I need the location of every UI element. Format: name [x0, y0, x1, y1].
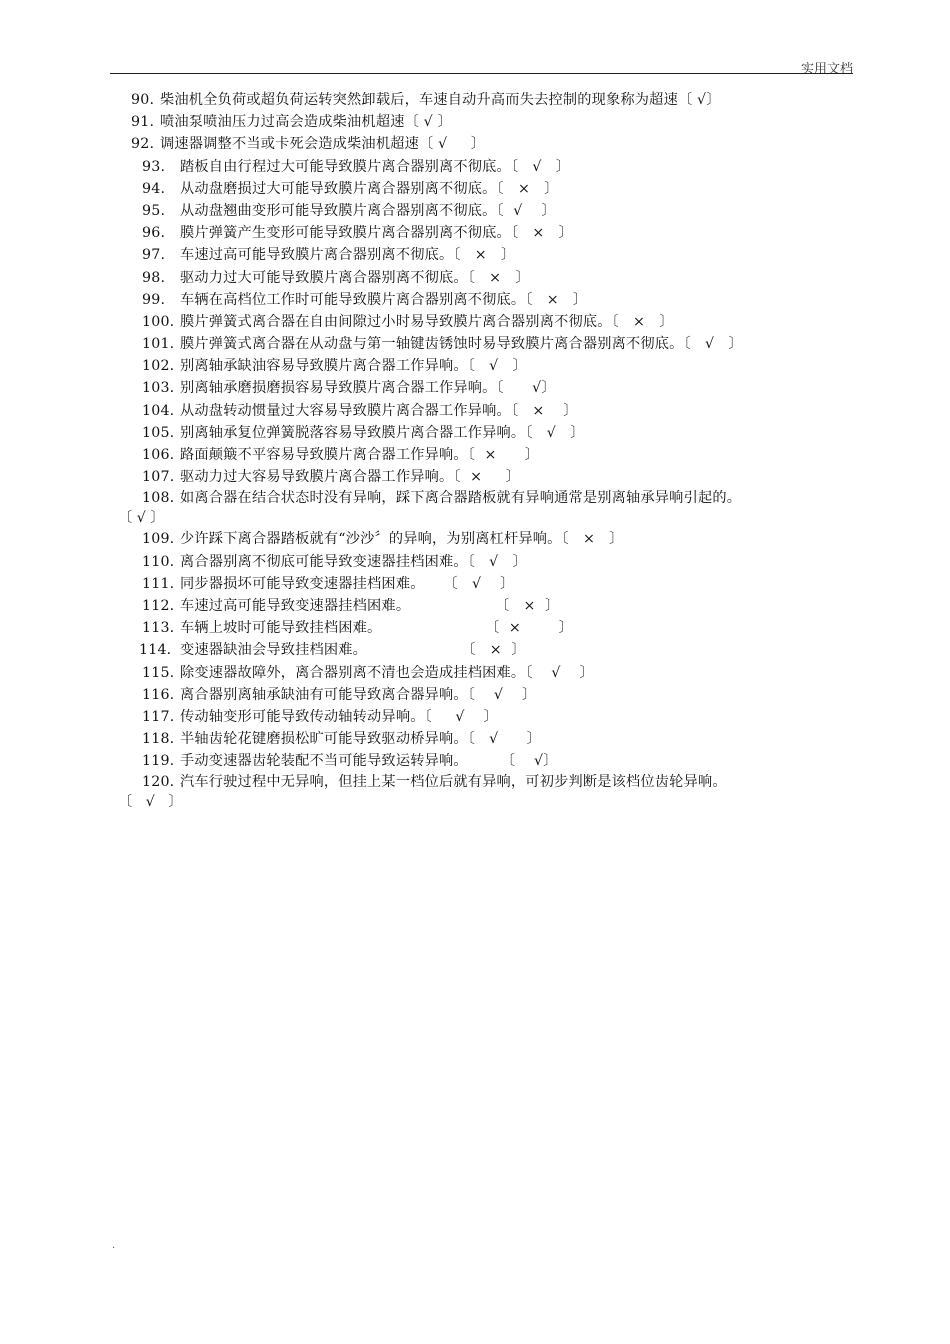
- question-item: [118, 178, 838, 200]
- question-item: [118, 488, 838, 508]
- question-text: 从动盘磨损过大可能导致膜片离合器别离不彻底。〔 × 〕: [180, 180, 559, 197]
- question-number: 110.: [142, 553, 175, 570]
- question-number: 103.: [142, 380, 175, 397]
- question-item: [118, 422, 838, 444]
- question-item: [118, 617, 838, 639]
- question-number: 101.: [142, 336, 175, 353]
- question-text: 别离轴承复位弹簧脱落容易导致膜片离合器工作异响。〔 √ 〕: [180, 424, 585, 441]
- question-text: 路面颠簸不平容易导致膜片离合器工作异响。〔 × 〕: [180, 447, 540, 463]
- question-item: [118, 133, 838, 155]
- question-text: 半轴齿轮花键磨损松旷可能导致驱动桥异响。〔 √ 〕: [180, 731, 542, 748]
- question-number: 107.: [142, 469, 175, 486]
- question-text: 别离轴承磨损磨损容易导致膜片离合器工作异响。〔 √〕: [180, 380, 556, 397]
- question-text: 膜片弹簧产生变形可能导致膜片离合器别离不彻底。〔 × 〕: [180, 225, 573, 242]
- question-item: [118, 528, 838, 550]
- question-item: [118, 706, 838, 728]
- question-text: 从动盘转动惯量过大容易导致膜片离合器工作异响。〔 × 〕: [180, 402, 578, 419]
- question-number: 94.: [142, 180, 166, 197]
- answer-continuation: 〔 √ 〕: [118, 510, 165, 527]
- question-item: [118, 333, 838, 355]
- question-number: 114.: [139, 642, 172, 659]
- question-text: 驱动力过大可能导致膜片离合器别离不彻底。〔 × 〕: [180, 269, 530, 286]
- question-text: 别离轴承缺油容易导致膜片离合器工作异响。〔 √ 〕: [180, 358, 527, 375]
- question-item: [118, 595, 838, 617]
- header-label: 实用文档: [800, 62, 853, 77]
- answer-continuation: 〔 √ 〕: [118, 794, 183, 811]
- question-item: [118, 111, 838, 133]
- question-number: 111.: [142, 575, 175, 592]
- question-text: 汽车行驶过程中无异响，但挂上某一档位后就有异响，可初步判断是该档位齿轮异响。: [180, 774, 727, 791]
- question-text: 膜片弹簧式离合器在自由间隙过小时易导致膜片离合器别离不彻底。〔 × 〕: [180, 313, 674, 330]
- question-number: 102.: [142, 358, 175, 375]
- question-number: 119.: [142, 753, 175, 770]
- question-item: [118, 639, 838, 661]
- question-item: [118, 377, 838, 399]
- question-number: 108.: [142, 490, 175, 507]
- question-text: 少许踩下离合器踏板就有“沙沙〞的异响，为别离杠杆异响。〔 × 〕: [180, 531, 624, 548]
- question-text: 车速过高可能导致膜片离合器别离不彻底。〔 × 〕: [180, 247, 516, 264]
- footer-mark: .: [112, 1240, 116, 1251]
- question-number: 100.: [142, 313, 175, 330]
- question-number: 118.: [142, 731, 175, 748]
- question-number: 113.: [142, 620, 175, 637]
- question-item: [118, 289, 838, 311]
- question-number: 106.: [142, 447, 175, 463]
- question-item: [118, 355, 838, 377]
- question-number: 105.: [142, 424, 175, 441]
- question-item: [118, 444, 838, 466]
- question-text: 从动盘翘曲变形可能导致膜片离合器别离不彻底。〔 √ 〕: [180, 202, 556, 219]
- question-text: 车辆上坡时可能导致挂档困难。 〔 × 〕: [180, 620, 574, 637]
- question-number: 109.: [142, 531, 175, 548]
- header-rule: [110, 73, 853, 74]
- question-item: [118, 551, 838, 573]
- question-text: 手动变速器齿轮装配不当可能导致运转异响。 〔 √〕: [180, 753, 558, 770]
- question-item: [118, 684, 838, 706]
- question-text: 离合器别离轴承缺油有可能导致离合器异响。〔 √ 〕: [180, 686, 537, 703]
- question-item: [118, 728, 838, 750]
- question-number: 112.: [142, 597, 175, 614]
- question-number: 98.: [142, 269, 166, 286]
- question-text: 变速器缺油会导致挂档困难。 〔 × 〕: [180, 642, 526, 659]
- question-number: 92.: [131, 136, 155, 153]
- question-text: 踏板自由行程过大可能导致膜片离合器别离不彻底。〔 √ 〕: [180, 158, 571, 175]
- question-item: [118, 466, 838, 488]
- question-number: 90.: [131, 92, 155, 108]
- question-number: 117.: [142, 708, 175, 725]
- question-text: 调速器调整不当或卡死会造成柴油机超速〔 √ 〕: [160, 136, 486, 153]
- question-list: [118, 89, 838, 812]
- question-number: 116.: [142, 686, 175, 703]
- question-item: [118, 400, 838, 422]
- question-item: [118, 200, 838, 222]
- question-number: 99.: [142, 291, 166, 308]
- question-item: [118, 244, 838, 266]
- question-text: 传动轴变形可能导致传动轴转动异响。〔 √ 〕: [180, 708, 498, 725]
- question-number: 91.: [131, 114, 155, 131]
- question-number: 93.: [142, 158, 166, 175]
- question-text: 驱动力过大容易导致膜片离合器工作异响。〔 × 〕: [180, 469, 521, 486]
- question-item: [118, 750, 838, 772]
- question-text: 离合器别离不彻底可能导致变速器挂档困难。〔 √ 〕: [180, 553, 527, 570]
- question-item: [118, 573, 838, 595]
- question-text: 膜片弹簧式离合器在从动盘与第一轴键齿锈蚀时易导致膜片离合器别离不彻底。〔 √ 〕: [180, 336, 743, 353]
- question-item: [118, 662, 838, 684]
- question-text: 喷油泵喷油压力过高会造成柴油机超速〔 √ 〕: [160, 114, 453, 131]
- question-number: 120.: [142, 774, 175, 791]
- question-number: 115.: [142, 664, 175, 681]
- question-text: 同步器损坏可能导致变速器挂档困难。 〔 √ 〕: [180, 575, 515, 592]
- question-text: 如离合器在结合状态时没有异响，踩下离合器踏板就有异响通常是别离轴承异响引起的。: [180, 490, 742, 507]
- question-number: 96.: [142, 225, 166, 242]
- question-number: 104.: [142, 402, 175, 419]
- question-text: 除变速器故障外，离合器别离不清也会造成挂档困难。〔 √ 〕: [180, 664, 594, 681]
- question-item: [118, 222, 838, 244]
- question-item: [118, 156, 838, 178]
- question-number: 97.: [142, 247, 166, 264]
- question-text: 柴油机全负荷或超负荷运转突然卸载后，车速自动升高而失去控制的现象称为超速〔 √〕: [160, 92, 721, 108]
- question-item: [118, 772, 838, 792]
- question-item: [118, 89, 838, 111]
- question-item: [118, 311, 838, 333]
- question-text: 车速过高可能导致变速器挂档困难。 〔 × 〕: [180, 597, 560, 614]
- question-number: 95.: [142, 202, 166, 219]
- question-text: 车辆在高档位工作时可能导致膜片离合器别离不彻底。〔 × 〕: [180, 291, 588, 308]
- question-item: [118, 267, 838, 289]
